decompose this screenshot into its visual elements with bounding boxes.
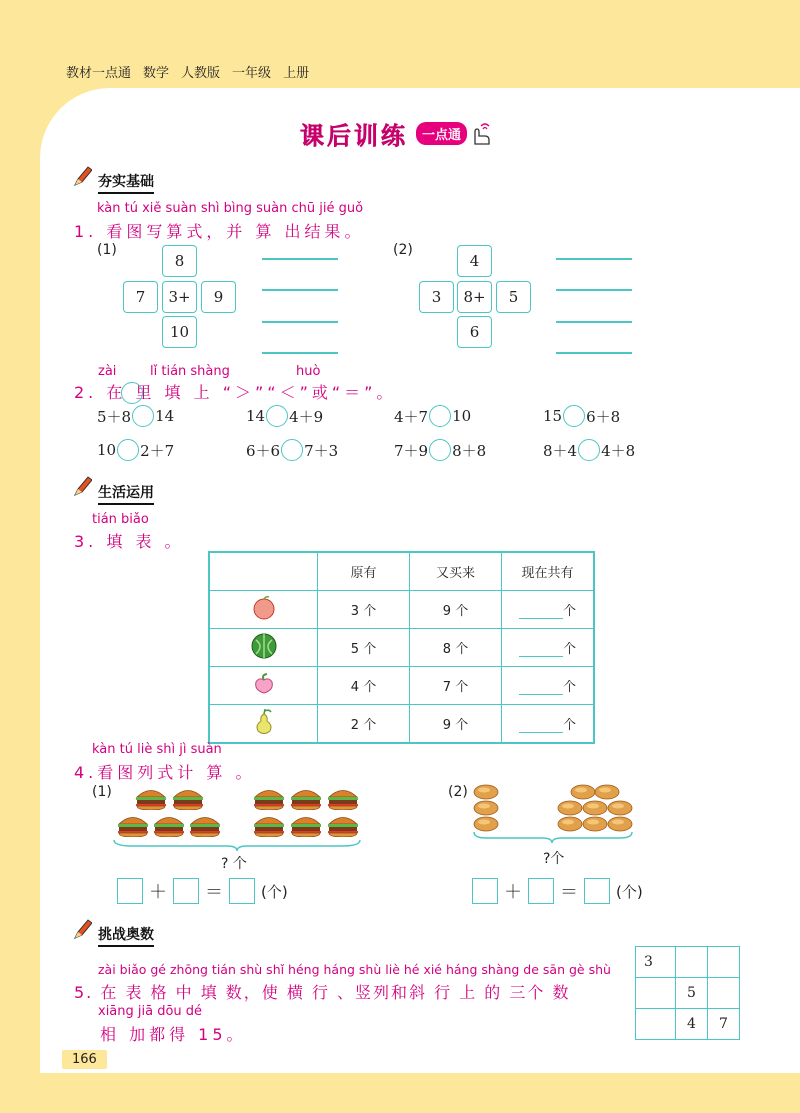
q5-text-2: 相 加都得 15。 <box>100 1025 247 1044</box>
bread-icon <box>473 784 499 800</box>
q4p1-question: ? 个 <box>221 856 247 872</box>
bread-icon <box>582 800 608 816</box>
bread-icon <box>473 816 499 832</box>
title-tag: 一点通 <box>416 122 467 145</box>
hamburger-icon <box>252 813 286 837</box>
q1p1-top-box: 8 <box>162 245 197 277</box>
q2-text: 2. 在 里 填 上 “＞”“＜”或“＝”。 <box>74 383 397 402</box>
answer-box[interactable] <box>584 878 610 904</box>
q4-part1-label: (1) <box>92 784 112 800</box>
q1p1-center-box: 3+ <box>162 281 197 313</box>
hamburger-icon <box>289 813 323 837</box>
q1p2-right-box: 5 <box>496 281 531 313</box>
brace-icon <box>472 830 634 844</box>
answer-circle[interactable] <box>429 439 451 461</box>
answer-circle[interactable] <box>132 405 154 427</box>
answer-circle[interactable] <box>281 439 303 461</box>
q1-pinyin: kàn tú xiě suàn shì bìng suàn chū jié guǒ <box>97 201 364 216</box>
grid-cell[interactable] <box>708 947 740 978</box>
q4p1-equation: ＋ ＝ (个) <box>117 878 288 904</box>
col-header: 又买来 <box>410 552 502 591</box>
section-heading-basics: 夯实基础 <box>98 171 154 194</box>
q4-part2-label: (2) <box>448 784 468 800</box>
bread-icon <box>557 816 583 832</box>
compare-item: 14 4＋9 <box>246 407 324 426</box>
title-main: 课后训练 <box>300 121 408 150</box>
table-row: 5 个 8 个 个 <box>209 629 594 667</box>
section-heading-challenge: 挑战奥数 <box>98 924 154 947</box>
grid-cell[interactable]: 4 <box>676 1009 708 1040</box>
grid-cell[interactable]: 5 <box>676 978 708 1009</box>
pear-icon <box>251 708 277 736</box>
q5-pinyin-1: zài biǎo gé zhōng tián shù shǐ héng háng shù liè hé xié háng shàng de sān gè shù <box>98 962 611 977</box>
q1p2-bottom-box: 6 <box>457 316 492 348</box>
brace-icon <box>112 838 362 852</box>
answer-blank[interactable] <box>519 604 563 619</box>
q2-pinyin-2: lǐ tián shàng <box>150 364 230 379</box>
answer-circle[interactable] <box>578 439 600 461</box>
q4p2-equation: ＋ ＝ (个) <box>472 878 643 904</box>
answer-line[interactable] <box>556 258 632 260</box>
q1p2-center-box: 8+ <box>457 281 492 313</box>
hamburger-icon <box>326 786 360 810</box>
table-row: 2 个 9 个 个 <box>209 705 594 744</box>
col-header: 现在共有 <box>502 552 595 591</box>
answer-blank[interactable] <box>519 680 563 695</box>
bread-icon <box>570 784 596 800</box>
answer-blank[interactable] <box>519 718 563 733</box>
peach-icon <box>251 672 277 696</box>
answer-line[interactable] <box>262 289 338 291</box>
hamburger-icon <box>252 786 286 810</box>
q1p2-top-box: 4 <box>457 245 492 277</box>
grid-cell[interactable] <box>708 978 740 1009</box>
answer-box[interactable] <box>117 878 143 904</box>
q1p1-bottom-box: 10 <box>162 316 197 348</box>
pencil-icon <box>72 475 92 497</box>
answer-blank[interactable] <box>519 642 563 657</box>
answer-line[interactable] <box>556 289 632 291</box>
answer-circle[interactable] <box>429 405 451 427</box>
answer-line[interactable] <box>556 352 632 354</box>
grid-cell[interactable]: 3 <box>636 947 676 978</box>
watermelon-icon <box>250 632 278 660</box>
compare-item: 7＋9 8＋8 <box>394 439 486 461</box>
bread-icon <box>582 816 608 832</box>
q5-text-1: 5. 在 表 格 中 填 数，使 横 行 、竖列和斜 行 上 的 三个 数 <box>74 983 571 1002</box>
circle-icon <box>121 382 143 404</box>
bread-icon <box>607 800 633 816</box>
grid-cell[interactable] <box>636 978 676 1009</box>
pencil-icon <box>72 165 92 187</box>
compare-item: 10 2＋7 <box>97 441 175 460</box>
q1p1-right-box: 9 <box>201 281 236 313</box>
compare-item: 15 6＋8 <box>543 407 621 426</box>
bread-icon <box>557 800 583 816</box>
answer-circle[interactable] <box>117 439 139 461</box>
grid-cell[interactable] <box>676 947 708 978</box>
bread-icon <box>594 784 620 800</box>
hamburger-icon <box>171 786 205 810</box>
q3-pinyin: tián biǎo <box>92 512 149 527</box>
answer-box[interactable] <box>173 878 199 904</box>
magic-square-grid <box>635 946 740 1040</box>
pencil-icon <box>72 918 92 940</box>
section-heading-application: 生活运用 <box>98 482 154 505</box>
q1p1-left-box: 7 <box>123 281 158 313</box>
q1-part1-label: (1) <box>97 242 117 258</box>
answer-line[interactable] <box>262 321 338 323</box>
hamburger-icon <box>289 786 323 810</box>
answer-line[interactable] <box>556 321 632 323</box>
answer-box[interactable] <box>528 878 554 904</box>
answer-box[interactable] <box>472 878 498 904</box>
book-header: 教材一点通 数学 人教版 一年级 上册 <box>66 66 310 81</box>
q5-pinyin-2: xiāng jiā dōu dé <box>98 1004 203 1019</box>
q4-pinyin: kàn tú liè shì jì suàn <box>92 742 222 757</box>
answer-box[interactable] <box>229 878 255 904</box>
q1p2-left-box: 3 <box>419 281 454 313</box>
compare-item: 6＋6 7＋3 <box>246 439 338 461</box>
q4p2-question: ?个 <box>543 851 565 867</box>
page-number: 166 <box>62 1050 107 1069</box>
q3-text: 3. 填 表 。 <box>74 532 185 551</box>
compare-item: 8＋4 4＋8 <box>543 439 635 461</box>
grid-cell[interactable] <box>636 1009 676 1040</box>
table-row: 4 个 7 个 个 <box>209 667 594 705</box>
bread-icon <box>607 816 633 832</box>
table-row: 3 个 9 个 个 <box>209 591 594 629</box>
pointer-hand-icon <box>467 120 493 146</box>
compare-item: 5＋8 14 <box>97 407 175 426</box>
answer-line[interactable] <box>262 258 338 260</box>
hamburger-icon <box>116 813 150 837</box>
compare-item: 4＋7 10 <box>394 407 472 426</box>
answer-circle[interactable] <box>563 405 585 427</box>
apple-icon <box>251 596 277 620</box>
q2-pinyin-3: huò <box>296 364 321 379</box>
hamburger-icon <box>188 813 222 837</box>
col-header: 原有 <box>318 552 410 591</box>
q2-pinyin-1: zài <box>98 364 117 379</box>
q1-text: 1. 看图写算式，并 算 出结果。 <box>74 222 365 241</box>
fruit-table <box>208 551 595 744</box>
hamburger-icon <box>326 813 360 837</box>
q1-part2-label: (2) <box>393 242 413 258</box>
grid-cell[interactable]: 7 <box>708 1009 740 1040</box>
section-title <box>300 116 493 150</box>
hamburger-icon <box>152 813 186 837</box>
answer-line[interactable] <box>262 352 338 354</box>
answer-circle[interactable] <box>266 405 288 427</box>
hamburger-icon <box>134 786 168 810</box>
bread-icon <box>473 800 499 816</box>
q4-text: 4.看图列式计 算 。 <box>74 763 256 782</box>
